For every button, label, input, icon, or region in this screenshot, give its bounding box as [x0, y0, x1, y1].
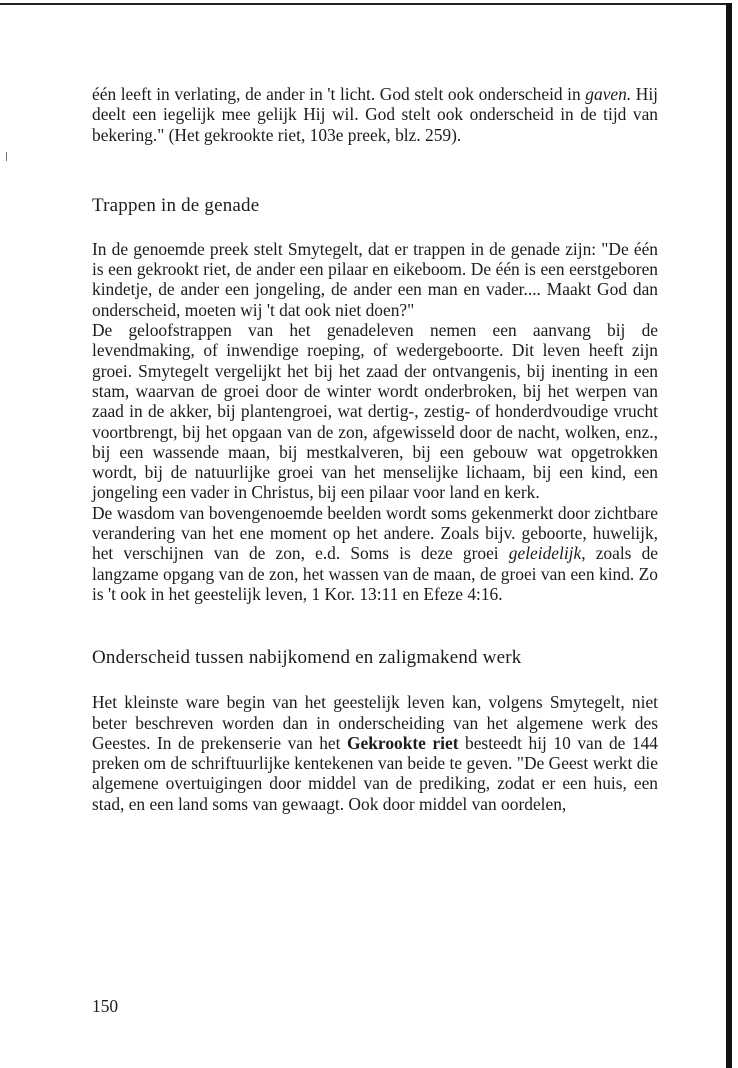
- section2-p1-bold-title: Gekrookte riet: [347, 732, 459, 753]
- page-body: [92, 84, 658, 814]
- margin-mark: [6, 152, 7, 161]
- section1-p3-text-b: zoals de langzame opgang van de zon, het wassen van de maan, de groei van een kind. Zo is 't ook in het geestelijk leven, 1 Kor. 13:11 en Efeze 4:16.: [92, 543, 658, 604]
- intro-text-1: één leeft in verlating, de ander in 't licht. God stelt ook onderscheid in: [92, 84, 586, 104]
- section1-paragraph-2: De geloofstrappen van het genadeleven nemen een aanvang bij de levendmaking, of inwendige roeping, of wedergeboorte. Dit leven heeft zijn groei. Smytegelt vergelijkt het bij het zaad der ontvangenis, bij inenting in een stam, waarvan de groei door de winter wordt onderbroken, bij het werpen van zaad in de akker, bij plantengroei, wat dertig-, zestig- of honderdvoudige vrucht voortbrengt, bij het opgaan van de zon, afgewisseld door de nacht, wolken, enz., bij een wassende maan, bij mestkalveren, bij een gebouw wat opgetrokken wordt, bij de natuurlijke groei van het menselijke lichaam, bij een kind, een jongeling een vader in Christus, bij een pilaar voor land en kerk.: [92, 320, 658, 503]
- section-heading-onderscheid: Onderscheid tussen nabijkomend en zaligmakend werk: [92, 647, 522, 669]
- intro-text-2: Hij deelt een iegelijk mee gelijk Hij wil. God stelt ook onderscheid in de tijd van bekering." (Het gekrookte riet, 103e preek, blz. 259).: [92, 84, 658, 145]
- right-edge-rule: [726, 3, 732, 1068]
- section2-paragraph-1: [92, 692, 658, 814]
- section-heading-trappen: Trappen in de genade: [92, 194, 260, 216]
- section1-p3-italic: geleidelijk,: [508, 543, 586, 564]
- section1-paragraph-3: [92, 503, 658, 604]
- intro-italic: gaven.: [585, 84, 632, 104]
- top-edge-rule: [0, 3, 728, 5]
- section2-p1-text-c: besteedt hij 10 van de 144 preken om de schriftuurlijke kentekenen van beide te geven. "De Geest werkt die algemene overtuigingen door middel van de prediking, zodat er een huis, een stad, en een land soms van gewaagt. Ook door middel van oordelen,: [92, 732, 658, 814]
- section1-p3-text-a: De wasdom van bovengenoemde beelden wordt soms gekenmerkt door zichtbare verandering van het ene moment op het andere. Zoals bijv. geboorte, huwelijk, het verschijnen van de zon, e.d. Soms is deze groei: [92, 502, 658, 564]
- section1-paragraph-1: In de genoemde preek stelt Smytegelt, dat er trappen in de genade zijn: "De één is een gekrookt riet, de ander een pilaar en eikeboom. De één is een eerstgeboren kindetje, de ander een jongeling, de ander een man en vader.... Maakt God dan onderscheid, moeten wij 't dat ook niet doen?": [92, 238, 658, 320]
- section2-p1-text-a: Het kleinste ware begin van het geestelijk leven kan, volgens Smytegelt, niet beter beschreven worden dan in onderscheiding van het algemene werk des Geestes. In de prekenserie van het: [92, 692, 658, 753]
- intro-paragraph: [92, 84, 658, 145]
- page-number: 150: [92, 996, 119, 1016]
